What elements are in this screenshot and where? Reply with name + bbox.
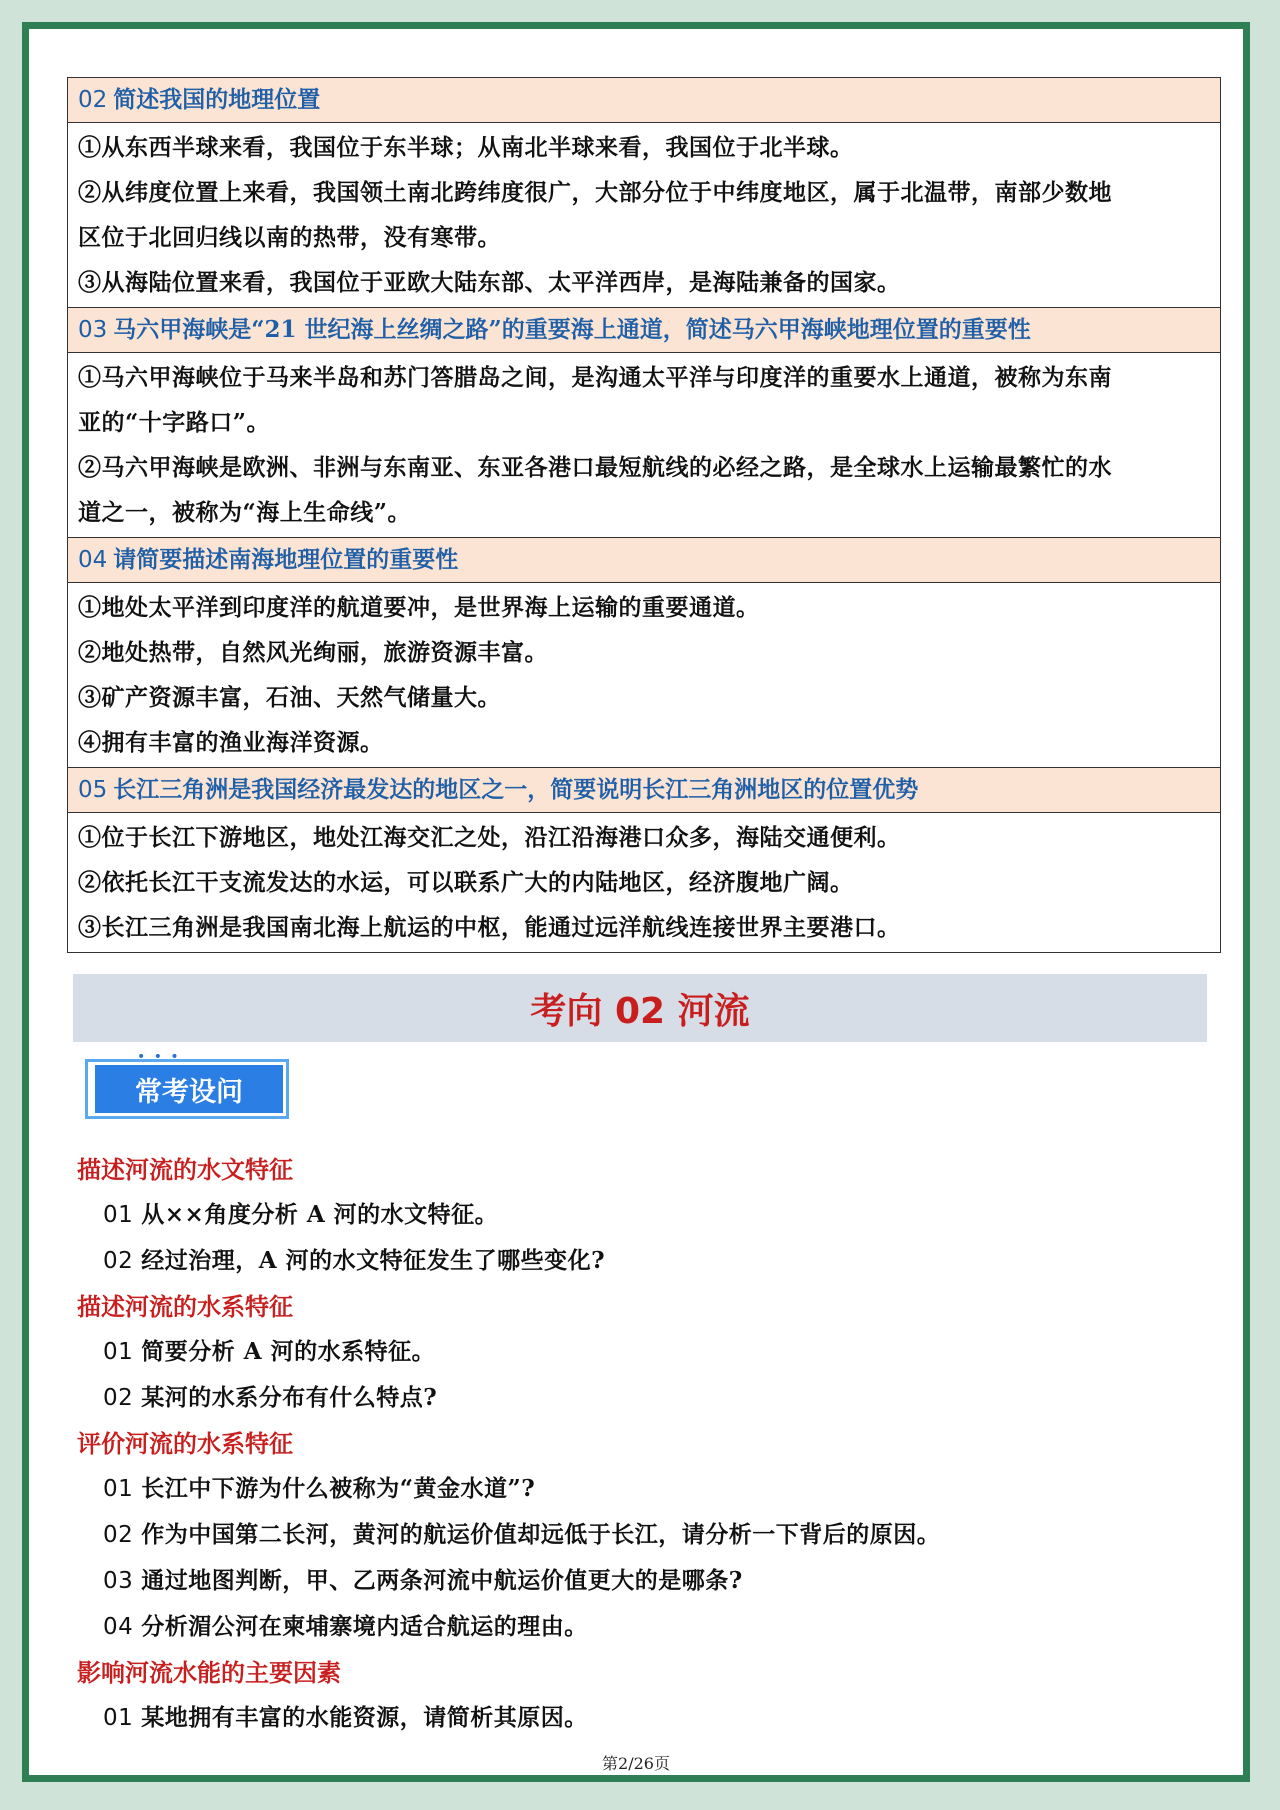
question-item: 03 通过地图判断，甲、乙两条河流中航运价值更大的是哪条?: [103, 1567, 743, 1594]
page-number: 第2/26页: [602, 1754, 670, 1773]
qa-section: [68, 308, 1220, 538]
question-item: 01 从××角度分析 A 河的水文特征。: [103, 1201, 499, 1228]
question-item: 02 作为中国第二长河，黄河的航运价值却远低于长江，请分析一下背后的原因。: [103, 1521, 941, 1548]
question-group-title: 影响河流水能的主要因素: [77, 1658, 341, 1687]
section-banner: [73, 974, 1207, 1042]
qa-question: 03 马六甲海峡是“21 世纪海上丝绸之路”的重要海上通道，简述马六甲海峡地理位置的重要性: [68, 308, 1220, 353]
qa-answer: [68, 353, 1220, 537]
question-item: 01 长江中下游为什么被称为“黄金水道”?: [103, 1475, 536, 1502]
section-title: 考向 02 河流: [530, 990, 750, 1032]
question-group-title: 描述河流的水文特征: [77, 1155, 293, 1184]
answer-line: 亚的“十字路口”。: [78, 409, 270, 436]
answer-line: ②地处热带，自然风光绚丽，旅游资源丰富。: [78, 639, 548, 666]
answer-line: ③从海陆位置来看，我国位于亚欧大陆东部、太平洋西岸，是海陆兼备的国家。: [78, 269, 901, 296]
qa-section: [68, 78, 1220, 308]
answer-line: ①马六甲海峡位于马来半岛和苏门答腊岛之间，是沟通太平洋与印度洋的重要水上通道，被称为东南: [78, 364, 1112, 391]
question-group-title: 描述河流的水系特征: [77, 1292, 293, 1321]
answer-line: ①地处太平洋到印度洋的航道要冲，是世界海上运输的重要通道。: [78, 594, 760, 621]
answer-line: ③长江三角洲是我国南北海上航运的中枢，能通过远洋航线连接世界主要港口。: [78, 914, 901, 941]
question-item: 04 分析湄公河在柬埔寨境内适合航运的理由。: [103, 1613, 588, 1640]
common-questions-badge: [79, 1049, 293, 1121]
qa-answer: [68, 123, 1220, 307]
answer-line: ②马六甲海峡是欧洲、非洲与东南亚、东亚各港口最短航线的必经之路，是全球水上运输最繁忙的水: [78, 454, 1112, 481]
qa-section: [68, 538, 1220, 768]
badge-label: 常考设问: [95, 1065, 283, 1113]
question-list: [77, 1147, 1197, 1741]
answer-line: ②依托长江干支流发达的水运，可以联系广大的内陆地区，经济腹地广阔。: [78, 869, 854, 896]
answer-line: ②从纬度位置上来看，我国领土南北跨纬度很广，大部分位于中纬度地区，属于北温带，南部少数地: [78, 179, 1112, 206]
qa-table: [67, 77, 1221, 953]
answer-line: ③矿产资源丰富，石油、天然气储量大。: [78, 684, 501, 711]
qa-answer: [68, 583, 1220, 767]
qa-question: 02 简述我国的地理位置: [68, 78, 1220, 123]
qa-question: 04 请简要描述南海地理位置的重要性: [68, 538, 1220, 583]
qa-question: 05 长江三角洲是我国经济最发达的地区之一，简要说明长江三角洲地区的位置优势: [68, 768, 1220, 813]
answer-line: ④拥有丰富的渔业海洋资源。: [78, 729, 384, 756]
qa-answer: [68, 813, 1220, 952]
question-item: 02 某河的水系分布有什么特点?: [103, 1384, 438, 1411]
question-item: 02 经过治理，A 河的水文特征发生了哪些变化?: [103, 1247, 606, 1274]
answer-line: ①从东西半球来看，我国位于东半球；从南北半球来看，我国位于北半球。: [78, 134, 854, 161]
qa-section: [68, 768, 1220, 953]
question-group-title: 评价河流的水系特征: [77, 1429, 293, 1458]
answer-line: 区位于北回归线以南的热带，没有寒带。: [78, 224, 501, 251]
question-item: 01 某地拥有丰富的水能资源，请简析其原因。: [103, 1704, 588, 1731]
dots-decoration: • • •: [137, 1049, 181, 1065]
document-page: [22, 22, 1250, 1782]
question-item: 01 简要分析 A 河的水系特征。: [103, 1338, 436, 1365]
answer-line: 道之一，被称为“海上生命线”。: [78, 499, 411, 526]
answer-line: ①位于长江下游地区，地处江海交汇之处，沿江沿海港口众多，海陆交通便利。: [78, 824, 901, 851]
